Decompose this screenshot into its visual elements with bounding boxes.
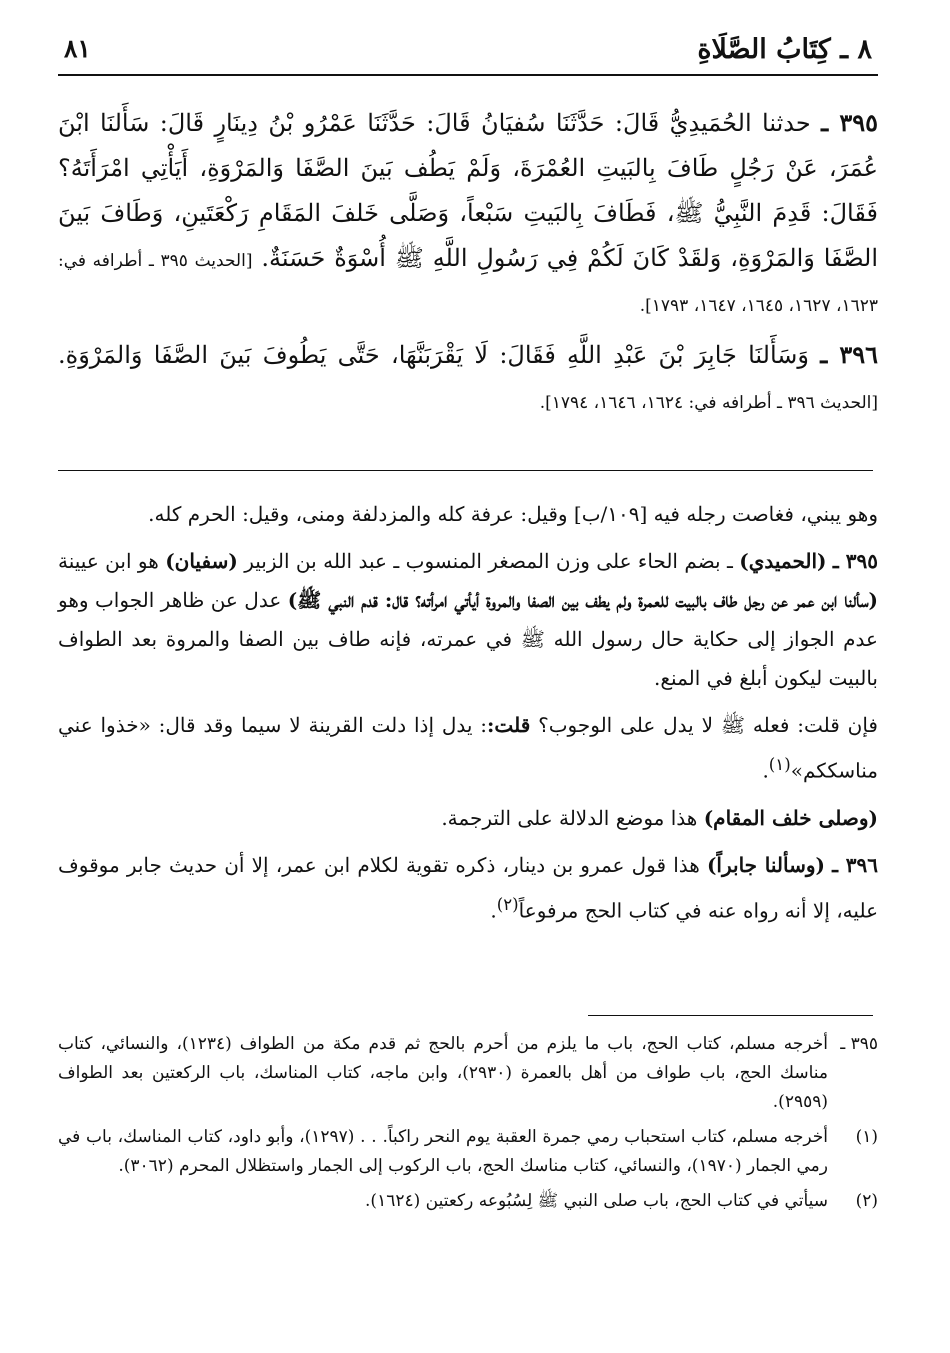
commentary-text: عدل عن ظاهر الجواب وهو عدم الجواز إلى حكاية حال رسول الله ﷺ في عمرته، فإنه طاف بين الصفا والمروة بعد الطواف بالبيت ليكون أبلغ في المنع. [58,588,878,690]
footnote [58,1030,878,1117]
commentary-text: . [490,898,497,923]
commentary-paragraph [58,799,878,838]
page-number: ٨١ [64,34,91,63]
commentary-number: ٣٩٦ ـ [832,852,879,877]
commentary-text: . [762,758,769,783]
commentary-lemma: قلت: [487,713,531,737]
commentary-text: هذا قول عمرو بن دينار، ذكره تقوية لكلام ابن عمر، إلا أن حديث جابر موقوف عليه، إلا أنه رواه عنه في كتاب الحج مرفوعاً [58,852,878,923]
commentary-paragraph [58,706,878,791]
footnote-text: سيأتي في كتاب الحج، باب صلى النبي ﷺ لِسُبُوعه ركعتين (١٦٢٤). [365,1191,828,1211]
commentary-text: هو ابن عيينة [58,549,166,573]
commentary-lemma: (وسألنا جابراً) [706,852,825,877]
commentary-number: ٣٩٥ ـ [832,549,879,573]
commentary-text: : يدل إذا دلت القرينة لا سيما وقد قال: «خذوا عني مناسككم» [58,713,878,783]
commentary [58,495,878,938]
hadith-text [58,100,878,429]
hadith-body: حدثنا الحُمَيدِيُّ قَالَ: حَدَّثَنَا سُفيَانُ قَالَ: حَدَّثَنَا عَمْرُو بْنُ دِينَارٍ قَالَ: سَأَلنَا ابْنَ عُمَرَ، عَنْ رَجُلٍ طَافَ بِالبَيتِ العُمْرَةَ، وَلَمْ يَطُف بَينَ الصَّفَا وَالمَرْوَةِ، أَيَأْتِي امْرَأَتَهُ؟ فَقَالَ: قَدِمَ النَّبِيُّ ﷺ، فَطَافَ بِالبَيتِ سَبْعاً، وَصَلَّى خَلفَ المَقَامِ رَكْعَتَينِ، وَطَافَ بَينَ الصَّفَا وَالمَرْوَةِ، وَلقَدْ كَانَ لَكُمْ فِي رَسُولِ اللَّهِ ﷺ أُسْوَةٌ حَسَنَةٌ. [58,109,878,272]
page-header [58,30,878,76]
hadith-number: ٣٩٦ ـ [820,340,878,369]
footnote [58,1123,878,1181]
text-divider [58,470,873,471]
hadith-395 [58,100,878,326]
hadith-body: وَسَأَلنَا جَابِرَ بْنَ عَبْدِ اللَّهِ فَقَالَ: لَا يَقْرَبَنَّهَا، حَتَّى يَطُوفَ بَينَ الصَّفَا وَالمَرْوَةِ. [58,341,809,369]
footnote-mark: (١) [855,1127,878,1147]
footnote-marker: (١) [768,755,791,774]
hadith-reference: [الحديث ٣٩٥ ـ أطرافه في: ١٦٢٣، ١٦٢٧، ١٦٤٥، ١٦٤٧، ١٧٩٣]. [58,251,878,316]
footnote-divider [588,1015,873,1016]
commentary-text: هذا موضع الدلالة على الترجمة. [441,805,704,830]
footnote-text: أخرجه مسلم، كتاب الحج، باب ما يلزم من أحرم بالحج ثم قدم مكة من الطواف (١٢٣٤)، والنسائي، كتاب مناسك الحج، باب طواف من أهل بالعمرة (٢٩٣٠)، وابن ماجه، كتاب المناسك، باب الركعتين بعد الطواف (٢٩٥٩). [58,1034,829,1112]
commentary-paragraph [58,846,878,931]
hadith-reference: [الحديث ٣٩٦ ـ أطرافه في: ١٦٢٤، ١٦٤٦، ١٧٩٤]. [539,393,878,413]
commentary-lemma: (سفيان) [165,549,238,573]
footnote-marker: (٢) [496,894,519,914]
hadith-number: ٣٩٥ ـ [821,108,878,137]
footnote-mark: (٢) [855,1191,878,1211]
hadith-396 [58,332,878,423]
chapter-title: ٨ ـ كِتَابُ الصَّلَاةِ [697,34,872,65]
footnote-text: أخرجه مسلم، كتاب استحباب رمي جمرة العقبة يوم النحر راكباً. . . (١٢٩٧)، وأبو داود، كتاب المناسك، باب في رمي الجمار (١٩٧٠)، والنسائي، كتاب مناسك الحج، باب الركوب إلى الجمار واستظلال المحرم (٣٠٦٢). [58,1127,829,1176]
commentary-text: ـ بضم الحاء على وزن المصغر المنسوب ـ عبد الله بن الزبير [237,549,740,573]
commentary-paragraph [58,542,878,698]
commentary-lemma: (سألنا ابن عمر عن رجل طاف بالبيت للعمرة ولم يطف بين الصفا والمروة أيأتي امرأته؟ قال: قدم النبي ﷺ) [287,588,878,612]
footnote-mark: ٣٩٥ ـ [840,1034,878,1054]
footnotes [58,1030,878,1222]
commentary-lemma: (الحميدي) [739,549,827,573]
commentary-text: فإن قلت: فعله ﷺ لا يدل على الوجوب؟ [530,713,878,737]
commentary-lemma: (وصلى خلف المقام) [703,805,878,830]
commentary-paragraph: وهو يبني، فغاصت رجله فيه [١٠٩/ب] وقيل: عرفة كله والمزدلفة ومنى، وقيل: الحرم كله. [148,502,878,526]
footnote [58,1187,878,1216]
